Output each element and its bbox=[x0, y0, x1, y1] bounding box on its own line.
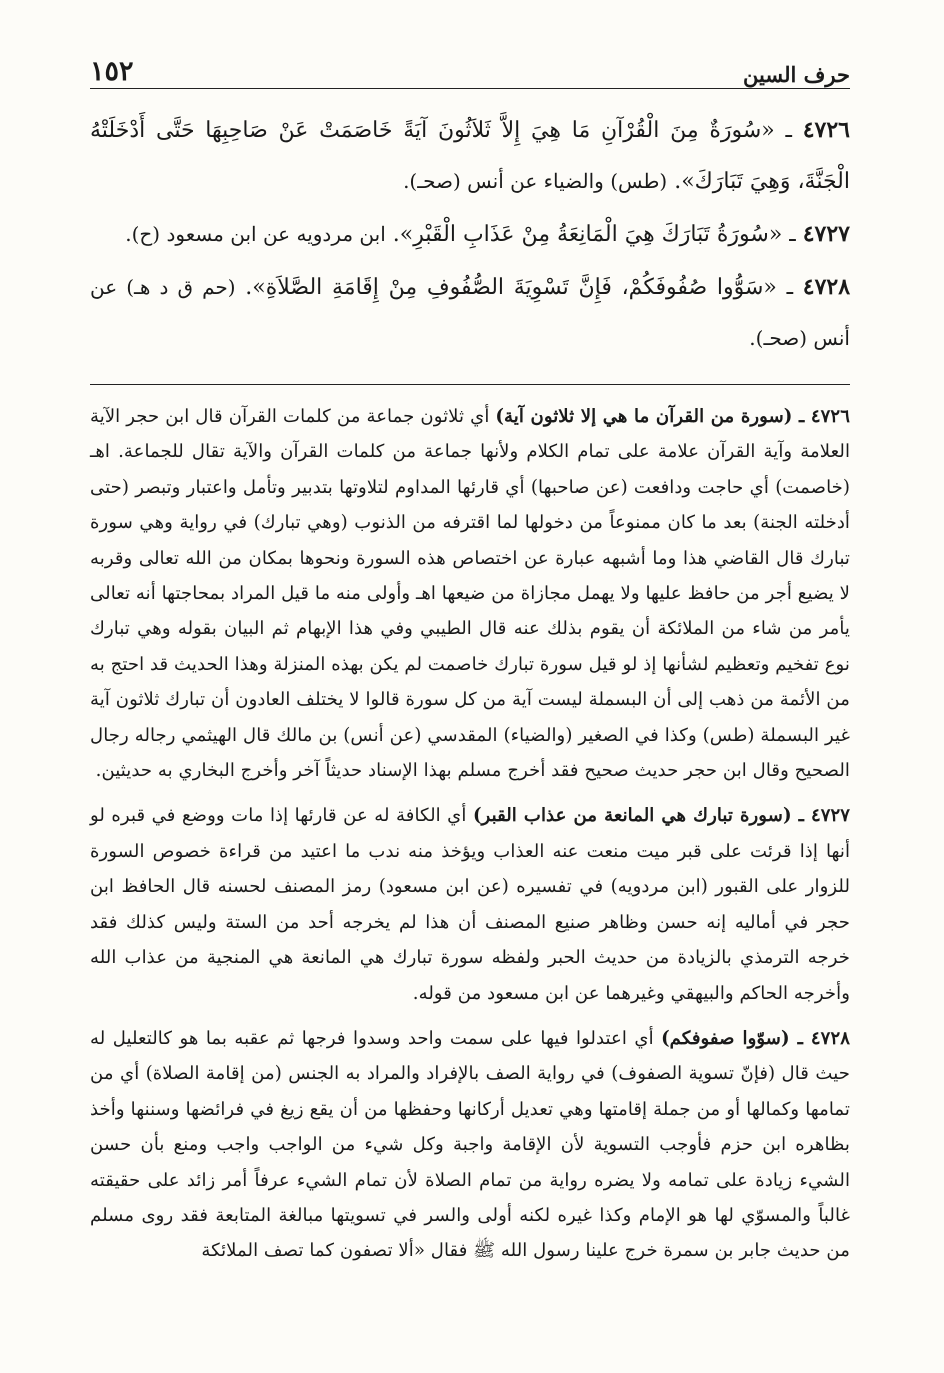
hadith-number: ٤٧٢٦ bbox=[802, 117, 850, 143]
commentary-lemma: (سورة من القرآن ما هي إلا ثلاثون آية) bbox=[495, 406, 793, 427]
hadith-source: (طس) والضياء عن أنس (صحـ). bbox=[403, 169, 668, 193]
page-number: ١٥٢ bbox=[90, 56, 134, 87]
commentary-number: ٤٧٢٧ bbox=[810, 805, 851, 827]
hadith-number: ٤٧٢٨ bbox=[802, 274, 851, 300]
hadith-number: ٤٧٢٧ bbox=[802, 221, 850, 247]
commentary-4727: ٤٧٢٧ ـ (سورة تبارك هي المانعة من عذاب القبر) أي الكافة له عن قارئها إذا مات ووضع في قبره لو أنها إذا قرئت على قبر ميت منعت عنه العذاب ويؤخذ منه ندب ما اعتيد من قراءة خصوص السورة للزوار على القبور (ابن مردويه) في تفسيره (عن ابن مسعود) رمز المصنف لحسنه قال الحافظ ابن حجر في أماليه إنه حسن وظاهر صنيع المصنف أن هذا لم يخرجه أحد من الستة وليس كذلك فقد خرجه الترمذي بالزيادة من حديث الحبر ولفظه سورة تبارك هي المانعة هي المنجية من عذاب الله وأخرجه الحاكم والبيهقي وغيرهما عن ابن مسعود من قوله. bbox=[90, 805, 851, 1004]
hadith-source: ابن مردويه عن ابن مسعود (ح). bbox=[125, 222, 386, 246]
hadith-list bbox=[90, 105, 850, 364]
commentary-4728: ٤٧٢٨ ـ (سوّوا صفوفكم) أي اعتدلوا فيها على سمت واحد وسدوا فرجها ثم عقبه بما هو كالتعليل له حيث قال (فإنّ تسوية الصفوف) في رواية الصف بالإفراد والمراد به الجنس (من إقامة الصلاة) أي من تمامها وكمالها أو من جملة إقامتها وهي تعديل أركانها وحفظها من أن يقع زيغ في فرائضها وسننها وأخذ بظاهره ابن حزم فأوجب التسوية لأن الإقامة واجبة وكل شيء من الواجب واجب ومنع بأن حسن الشيء زيادة على تمامه ولا يضره رواية من تمام الصلاة لأن تمام الشيء عرفاً أمر زائد على حقيقته غالباً والمسوّي لها هو الإمام وكذا غيره لكنه أولى والسر في تسويتها مبالغة المتابعة فقد روى مسلم من حديث جابر بن سمرة خرج علينا رسول الله ﷺ فقال «ألا تصفون كما تصف الملائكة bbox=[90, 1027, 850, 1262]
hadith-4727: ٤٧٢٧ ـ «سُورَةُ تَبَارَكَ هِيَ الْمَانِعَةُ مِنْ عَذَابِ الْقَبْرِ». ابن مردويه عن ابن مسعود (ح). bbox=[125, 221, 850, 247]
page-header bbox=[90, 44, 850, 89]
commentary-lemma: (سورة تبارك هي المانعة من عذاب القبر) bbox=[472, 805, 792, 827]
commentary-lemma: (سوّوا صفوفكم) bbox=[661, 1027, 790, 1049]
hadith-4726: ٤٧٢٦ ـ «سُورَةٌ مِنَ الْقُرْآنِ مَا هِيَ إِلاَّ ثَلاَثُونَ آيَةً خَاصَمَتْ عَنْ صَاحِبِهَا حَتَّى أَدْخَلَتْهُ الْجَنَّةَ، وَهِيَ تَبَارَكَ». (طس) والضياء عن أنس (صحـ). bbox=[90, 117, 850, 194]
commentary-4726: ٤٧٢٦ ـ (سورة من القرآن ما هي إلا ثلاثون آية) أي ثلاثون جماعة من كلمات القرآن قال ابن حجر الآية العلامة وآية القرآن علامة على تمام الكلام ولأنها جماعة من كلمات القرآن والآية تقال للجماعة. اهـ (خاصمت) أي حاجت ودافعت (عن صاحبها) أي قارئها المداوم لتلاوتها بتدبير وتأمل واعتبار وتبصر (حتى أدخلته الجنة) بعد ما كان ممنوعاً من دخولها لما اقترفه من الذنوب (وهي تبارك) في رواية وهي سورة تبارك قال القاضي هذا وما أشبهه عبارة عن اختصاص هذه السورة ونحوها بمكان من الله تعالى وقربه لا يضيع أجر من حافظ عليها ولا يهمل مجازاة من ضيعها اهـ وأولى منه ما قيل المراد بمحاجتها أنه تعالى يأمر من شاء من الملائكة أن يقوم بذلك عنه قال الطيبي وفي هذا الإبهام ثم البيان بقوله وهي تبارك نوع تفخيم وتعظيم لشأنها إذ لو قيل سورة تبارك خاصمت لم يكن بهذه المنزلة وهذا الحديث قد احتج به من الأئمة من ذهب إلى أن البسملة ليست آية من كل سورة قالوا لا يختلف العادون أن تبارك ثلاثون آية غير البسملة (طس) وكذا في الصغير (والضياء) المقدسي (عن أنس) بن مالك قال الهيثمي رجاله رجال الصحيح وقال ابن حجر حديث صحيح فقد أخرج مسلم بهذا الإسناد حديثاً آخر وأخرج البخاري به حديثين. bbox=[90, 406, 850, 782]
commentary-number: ٤٧٢٦ bbox=[810, 406, 850, 427]
hadith-4728: ٤٧٢٨ ـ «سَوُّوا صُفُوفَكُمْ، فَإِنَّ تَسْوِيَةَ الصُّفُوفِ مِنْ إِقَامَةِ الصَّلاَةِ». (حم ق د هـ) عن أنس (صحـ). bbox=[90, 274, 851, 350]
commentary-number: ٤٧٢٨ bbox=[810, 1027, 850, 1049]
commentary-body: أي اعتدلوا فيها على سمت واحد وسدوا فرجها ثم عقبه بما هو كالتعليل له حيث قال (فإنّ تسوية الصفوف) في رواية الصف بالإفراد والمراد به الجنس (من إقامة الصلاة) أي من تمامها وكمالها أو من جملة إقامتها وهي تعديل أركانها وحفظها من أن يقع زيغ في فرائضها وسننها وأخذ بظاهره ابن حزم فأوجب التسوية لأن الإقامة واجبة وكل شيء من الواجب واجب ومنع بأن حسن الشيء زيادة على تمامه ولا يضره رواية من تمام الصلاة لأن تمام الشيء عرفاً أمر زائد على حقيقته غالباً والمسوّي لها هو الإمام وكذا غيره لكنه أولى والسر في تسويتها مبالغة المتابعة فقد روى مسلم من حديث جابر بن سمرة خرج علينا رسول الله ﷺ فقال «ألا تصفون كما تصف الملائكة bbox=[90, 1027, 850, 1262]
commentary-body: أي الكافة له عن قارئها إذا مات ووضع في قبره لو أنها إذا قرئت على قبر ميت منعت عنه العذاب ويؤخذ منه ندب ما اعتيد من قراءة خصوص السورة للزوار على القبور (ابن مردويه) في تفسيره (عن ابن مسعود) رمز المصنف لحسنه قال الحافظ ابن حجر في أماليه إنه حسن وظاهر صنيع المصنف أن هذا لم يخرجه أحد من الستة وليس كذلك فقد خرجه الترمذي بالزيادة من حديث الحبر ولفظه سورة تبارك هي المانعة هي المنجية من عذاب الله وأخرجه الحاكم والبيهقي وغيرهما عن ابن مسعود من قوله. bbox=[90, 805, 850, 1004]
hadith-source: (حم ق د هـ) عن أنس (صحـ). bbox=[90, 275, 850, 350]
commentary-section bbox=[90, 399, 850, 1269]
section-divider bbox=[90, 384, 850, 385]
hadith-text: «سَوُّوا صُفُوفَكُمْ، فَإِنَّ تَسْوِيَةَ الصُّفُوفِ مِنْ إِقَامَةِ الصَّلاَةِ». bbox=[245, 275, 777, 300]
hadith-text: «سُورَةُ تَبَارَكَ هِيَ الْمَانِعَةُ مِنْ عَذَابِ الْقَبْرِ». bbox=[392, 222, 783, 247]
hadith-text: «سُورَةٌ مِنَ الْقُرْآنِ مَا هِيَ إِلاَّ ثَلاَثُونَ آيَةً خَاصَمَتْ عَنْ صَاحِبِهَا حَتَّى أَدْخَلَتْهُ الْجَنَّةَ، وَهِيَ تَبَارَكَ». bbox=[90, 118, 850, 194]
commentary-body: أي ثلاثون جماعة من كلمات القرآن قال ابن حجر الآية العلامة وآية القرآن علامة على تمام الكلام ولأنها جماعة من كلمات القرآن والآية تقال للجماعة. اهـ (خاصمت) أي حاجت ودافعت (عن صاحبها) أي قارئها المداوم لتلاوتها بتدبير وتأمل واعتبار وتبصر (حتى أدخلته الجنة) بعد ما كان ممنوعاً من دخولها لما اقترفه من الذنوب (وهي تبارك) في رواية وهي سورة تبارك قال القاضي هذا وما أشبهه عبارة عن اختصاص هذه السورة ونحوها بمكان من الله تعالى وقربه لا يضيع أجر من حافظ عليها ولا يهمل مجازاة من ضيعها اهـ وأولى منه ما قيل المراد بمحاجتها أنه تعالى يأمر من شاء من الملائكة أن يقوم بذلك عنه قال الطيبي وفي هذا الإبهام ثم البيان بقوله وهي تبارك نوع تفخيم وتعظيم لشأنها إذ لو قيل سورة تبارك خاصمت لم يكن بهذه المنزلة وهذا الحديث قد احتج به من الأئمة من ذهب إلى أن البسملة ليست آية من كل سورة قالوا لا يختلف العادون أن تبارك ثلاثون آية غير البسملة (طس) وكذا في الصغير (والضياء) المقدسي (عن أنس) بن مالك قال الهيثمي رجاله رجال الصحيح وقال ابن حجر حديث صحيح فقد أخرج مسلم بهذا الإسناد حديثاً آخر وأخرج البخاري به حديثين. bbox=[90, 406, 850, 782]
chapter-title: حرف السين bbox=[743, 62, 850, 87]
